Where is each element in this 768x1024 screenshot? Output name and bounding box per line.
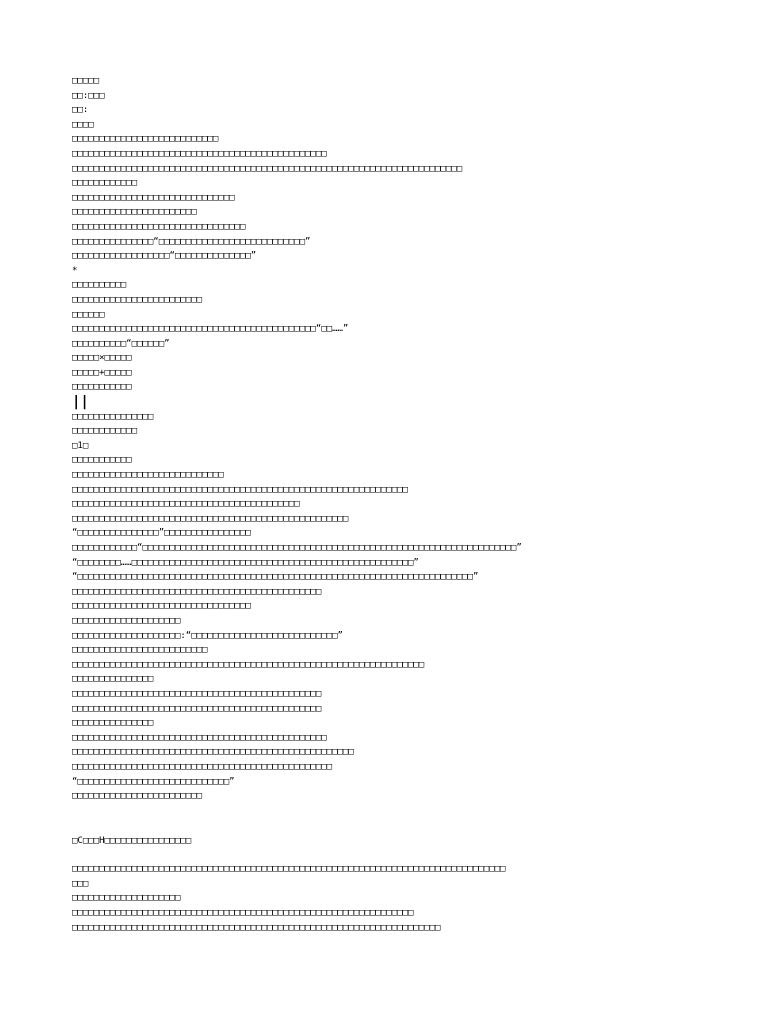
text-line: □□□□□□□□□□□□□□□□□□□□□□□□: [72, 791, 203, 802]
text-line: □□□□□□□□□□□□□□□□□□□□□□□□□□□□□□□□□□□□□□□□□□□□□□□□□□□: [72, 513, 349, 524]
text-line: □□□□□□□□□□□□□□□□□□□□□□□□□□□□□□□□□□□□□□□□□□□□□□□□□□□□□□□□□□□□□□□□□: [72, 659, 425, 670]
text-line: “□□□□□□□□……□□□□□□□□□□□□□□□□□□□□□□□□□□□□□□□□□□□□□□□□□□□□□□□□□□□□”: [72, 557, 419, 568]
double-bar-mark: ||: [72, 395, 89, 410]
text-line: □□□□□□□□□□□□□□□□□□□□□□□□□□□□□□□□□□□□□□□□□□□□□□: [72, 688, 322, 699]
text-line: □□□□□□□□□□□□“□□□□□□□□□□□□□□□□□□□□□□□□□□□□□□□□□□□□□□□□□□□□□□□□□□□□□□□□□□□□□□□□□□□□□”: [72, 543, 522, 553]
text-line: □□□□□□□□□□□□□□□□□□□□□□□: [72, 207, 197, 218]
section-gap: [72, 848, 712, 862]
text-line: □□□□□□□□□□□□□□□□□□□□□□□□□□□□□□□□: [72, 221, 246, 232]
text-line: □□□□□□□□□□□□□□□□□□□□□□□□□□□□□□□□□□□□□□□□□□□□□□□□: [72, 761, 333, 772]
text-line: □□□□□□□□□□□□□□□□□□□□□□□□□□□□□□□□□□□□□□□□□□□□□□□: [72, 148, 327, 159]
text-line: □□□□□□□□□□□□□□□□□□□□□□□□□□□□□□□□□□□□□□□□□□: [72, 499, 300, 510]
text-line: □□□□□□□□□□□□□□□□□□□□□□□□□□□□□□□□□□□□□□□□□□□□□□□□□□□□□□□□□□□□□□: [72, 484, 408, 495]
text-line: □1□: [72, 440, 89, 451]
text-line: □□□□□□□□□□□□□□□□□□□□□□□□□□□□□□□□□□□□□□□□□□□□□□□□□□□□□□□□□□□□□□□: [72, 908, 414, 919]
text-line: □□□□□□□□□□□□□□□□□□□□□□□□□□□□□□□□□□□□□□□□□□□□□□□□□□□□□□□□□□□□□□□□□□□□: [72, 922, 441, 933]
text-line: □□□□□□□□□□□□□□□□□□□□□□□□□□□□□□□□□□□□□□□□□□□□□□: [72, 703, 322, 714]
text-line: □□□: [72, 878, 89, 889]
text-line: □□□□□□□□□□□□□□□□□□□□□□□□□□□□□□□□□□□□□□□□□□□□□□: [72, 586, 322, 597]
text-line: □□□□□□□□□□□□□□□: [72, 718, 154, 729]
text-line: □□□□□□□□□□□: [72, 382, 132, 393]
text-line: □□□□□: [72, 76, 100, 86]
text-line: □□□□□□□□□□□□□□□□□□□□: [72, 893, 181, 904]
text-line: □□□□: [72, 119, 94, 130]
text-line: □□□□□□□□□□□□□□□□□□□□□□□□□□□□□□□□□: [72, 601, 251, 612]
section-gap: [72, 804, 712, 834]
text-line: □□□□□□□□□□: [72, 280, 127, 291]
section-heading: □C□□□H□□□□□□□□□□□□□□□□: [72, 835, 192, 846]
document-bottom-block: [72, 862, 712, 935]
text-line: □□:: [72, 105, 89, 116]
text-line: □□□□□×□□□□□: [72, 353, 132, 364]
text-line: □□□□□□□□□□□□□□□□□□□□: [72, 615, 181, 626]
text-line: □□□□□□□□□□□□□□□: [72, 411, 154, 422]
text-line: □□□□□□□□□□“□□□□□□”: [72, 338, 170, 349]
text-line: □□□□□+□□□□□: [72, 367, 132, 378]
text-line: □□□□□□: [72, 309, 105, 320]
text-line: □□□□□□□□□□□□□□□□□□□□□□□□□□□□□□□□□□□□□□□□□□□□□□□□□□□□□□□□□□□□□□□□□□□□□□□□: [72, 163, 463, 174]
document-page: [72, 74, 712, 935]
text-line: □□□□□□□□□□□□□□□“□□□□□□□□□□□□□□□□□□□□□□□□□□□”: [72, 236, 311, 247]
text-line: □□□□□□□□□□□□: [72, 426, 138, 437]
text-line: □□□□□□□□□□□□□□□□□□“□□□□□□□□□□□□□□”: [72, 251, 257, 262]
text-line: “□□□□□□□□□□□□□□□”□□□□□□□□□□□□□□□□: [72, 528, 251, 539]
text-line: □□□□□□□□□□□□□□□□□□□□□□□□□□□□: [72, 470, 224, 481]
text-line: □□□□□□□□□□□□□□□□□□□□:“□□□□□□□□□□□□□□□□□□□□□□□□□□□”: [72, 630, 343, 641]
text-line: □□:□□□: [72, 90, 105, 101]
text-line: □□□□□□□□□□□□□□□□□□□□□□□□□□□: [72, 134, 219, 145]
text-line: □□□□□□□□□□□□□□□□□□□□□□□□□□□□□□□□□□□□□□□□□□□□□“□□……”: [72, 324, 349, 335]
text-line: □□□□□□□□□□□□□□□□□□□□□□□□□: [72, 645, 208, 656]
text-line: □□□□□□□□□□□□□□□□□□□□□□□□□□□□□□: [72, 192, 235, 203]
text-line: □□□□□□□□□□□□: [72, 178, 138, 189]
text-line: □□□□□□□□□□□□□□□□□□□□□□□□: [72, 294, 203, 305]
text-line: □□□□□□□□□□□□□□□□□□□□□□□□□□□□□□□□□□□□□□□□□□□□□□□□□□□□□□□□□□□□□□□□□□□□□□□□□□□□□□□□: [72, 864, 506, 875]
text-line: “□□□□□□□□□□□□□□□□□□□□□□□□□□□□□□□□□□□□□□□□□□□□□□□□□□□□□□□□□□□□□□□□□□□□□□□□□”: [72, 572, 479, 583]
text-line: □□□□□□□□□□□: [72, 455, 132, 466]
document-top-block: [72, 74, 712, 395]
text-line: *: [72, 265, 78, 276]
text-line: □□□□□□□□□□□□□□□□□□□□□□□□□□□□□□□□□□□□□□□□□□□□□□□□□□□□: [72, 747, 354, 758]
document-middle-block: [72, 410, 712, 804]
text-line: □□□□□□□□□□□□□□□: [72, 674, 154, 685]
text-line: □□□□□□□□□□□□□□□□□□□□□□□□□□□□□□□□□□□□□□□□□□□□□□□: [72, 732, 327, 743]
text-line: “□□□□□□□□□□□□□□□□□□□□□□□□□□□□”: [72, 776, 235, 787]
